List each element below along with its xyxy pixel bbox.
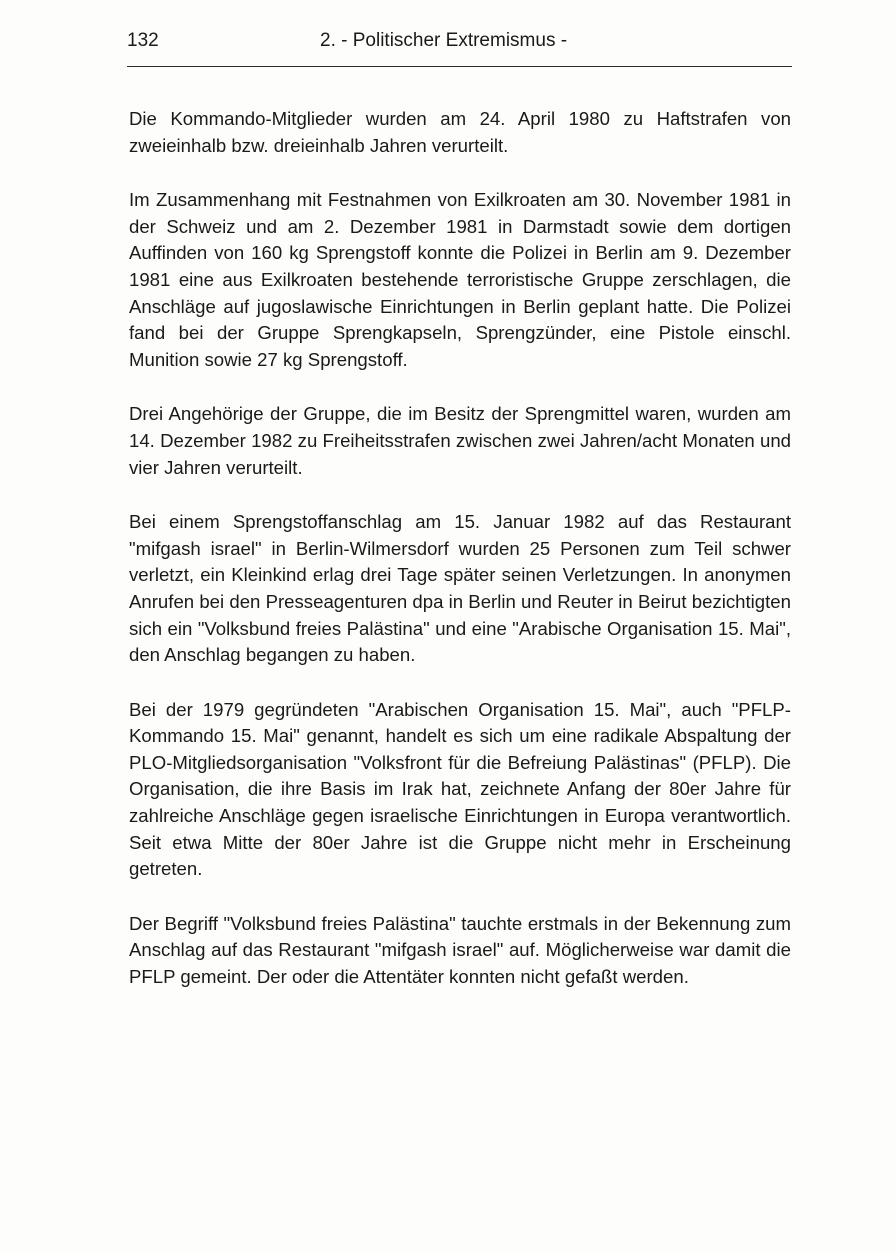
body-text [129,106,791,1019]
paragraph: Die Kommando-Mitglieder wurden am 24. April 1980 zu Haftstrafen von zweieinhalb bzw. dreieinhalb Jahren verurteilt. [129,108,791,156]
paragraph: Im Zusammenhang mit Festnahmen von Exilkroaten am 30. November 1981 in der Schweiz und am 2. Dezember 1981 in Darmstadt sowie dem dortigen Auffinden von 160 kg Sprengstoff konnte die Polizei in Berlin am 9. Dezember 1981 eine aus Exilkroaten bestehende terroristische Gruppe zerschlagen, die Anschläge auf jugoslawische Einrichtungen in Berlin geplant hatte. Die Polizei fand bei der Gruppe Sprengkapseln, Sprengzünder, eine Pistole einschl. Munition sowie 27 kg Sprengstoff. [129,189,791,370]
paragraph: Drei Angehörige der Gruppe, die im Besitz der Sprengmittel waren, wurden am 14. Dezember 1982 zu Freiheitsstrafen zwischen zwei Jahren/acht Monaten und vier Jahren verurteilt. [129,403,791,478]
header-rule [127,66,792,67]
running-title: 2. - Politischer Extremismus - [320,30,568,51]
page-number: 132 [127,30,159,51]
paragraph: Bei der 1979 gegründeten "Arabischen Organisation 15. Mai", auch "PFLP-Kommando 15. Mai" genannt, handelt es sich um eine radikale Abspaltung der PLO-Mitgliedsorganisation "Volksfront für die Befreiung Palästinas" (PFLP). Die Organisation, die ihre Basis im Irak hat, zeichnete Anfang der 80er Jahre für zahlreiche Anschläge gegen israelische Einrichtungen in Europa verantwortlich. Seit etwa Mitte der 80er Jahre ist die Gruppe nicht mehr in Erscheinung getreten. [129,698,791,880]
page-header [127,28,792,58]
paragraph: Bei einem Sprengstoffanschlag am 15. Januar 1982 auf das Restaurant "mifgash israel" in Berlin-Wilmersdorf wurden 25 Personen zum Teil schwer verletzt, ein Kleinkind erlag drei Tage später seinen Verletzungen. In anonymen Anrufen bei den Presseagenturen dpa in Berlin und Reuter in Beirut bezichtigten sich ein "Volksbund freies Palästina" und eine "Arabische Organisation 15. Mai", den Anschlag begangen zu haben. [129,511,791,666]
paragraph: Der Begriff "Volksbund freies Palästina" tauchte erstmals in der Bekennung zum Anschlag auf das Restaurant "mifgash israel" auf. Möglicherweise war damit die PFLP gemeint. Der oder die Attentäter konnten nicht gefaßt werden. [129,912,791,988]
